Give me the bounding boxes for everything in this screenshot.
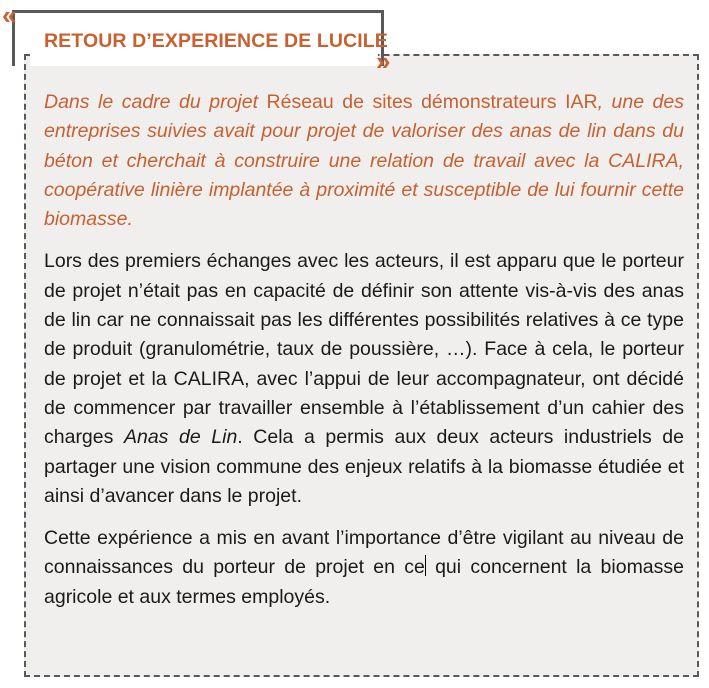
intro-text-1: Dans le cadre du projet [44, 91, 267, 113]
body-text-1b: . Cela a permis aux deux acteurs industriels de partager une vision commune des enjeux relatifs à la biomasse étudiée et ainsi d’avancer dans le projet. [44, 426, 684, 507]
body-paragraph-2[interactable] [44, 524, 684, 612]
body-text-2b: qui concernent la biomasse agricole et aux termes employés. [44, 556, 685, 608]
box-title: RETOUR D’EXPERIENCE DE LUCILE [44, 30, 388, 52]
body-paragraph-1 [44, 247, 684, 511]
document-name: Anas de Lin [123, 426, 238, 449]
project-name: Réseau de sites démonstrateurs IAR [266, 91, 598, 113]
body-text-1a: Lors des premiers échanges avec les acteurs, il est apparu que le porteur de projet n’était pas en capacité de définir son attente vis-à-vis des anas de lin car ne connaissait pas les différentes possibilités relatives à ce type de produit (granulométrie, taux de poussière, …). Face à cela, le porteur de projet et la CALIRA, avec l’appui de leur accompagnateur, ont décidé de commencer par travailler ensemble à l’établissement d’un cahier des charges [44, 250, 684, 449]
intro-text-2: , une des entreprises suivies avait pour projet de valoriser des anas de lin dans du béton et cherchait à construire une relation de travail avec la CALIRA, coopérative linière implantée à proximité et susceptible de lui fournir cette biomasse. [44, 91, 684, 231]
box-content [44, 88, 684, 612]
intro-paragraph [44, 88, 684, 234]
body-text-2a: Cette expérience a mis en avant l’importance d’être vigilant au niveau de connaissances du porteur de projet en ce [44, 527, 684, 579]
close-quote-icon: » [376, 46, 391, 76]
open-quote-icon: « [2, 0, 17, 30]
